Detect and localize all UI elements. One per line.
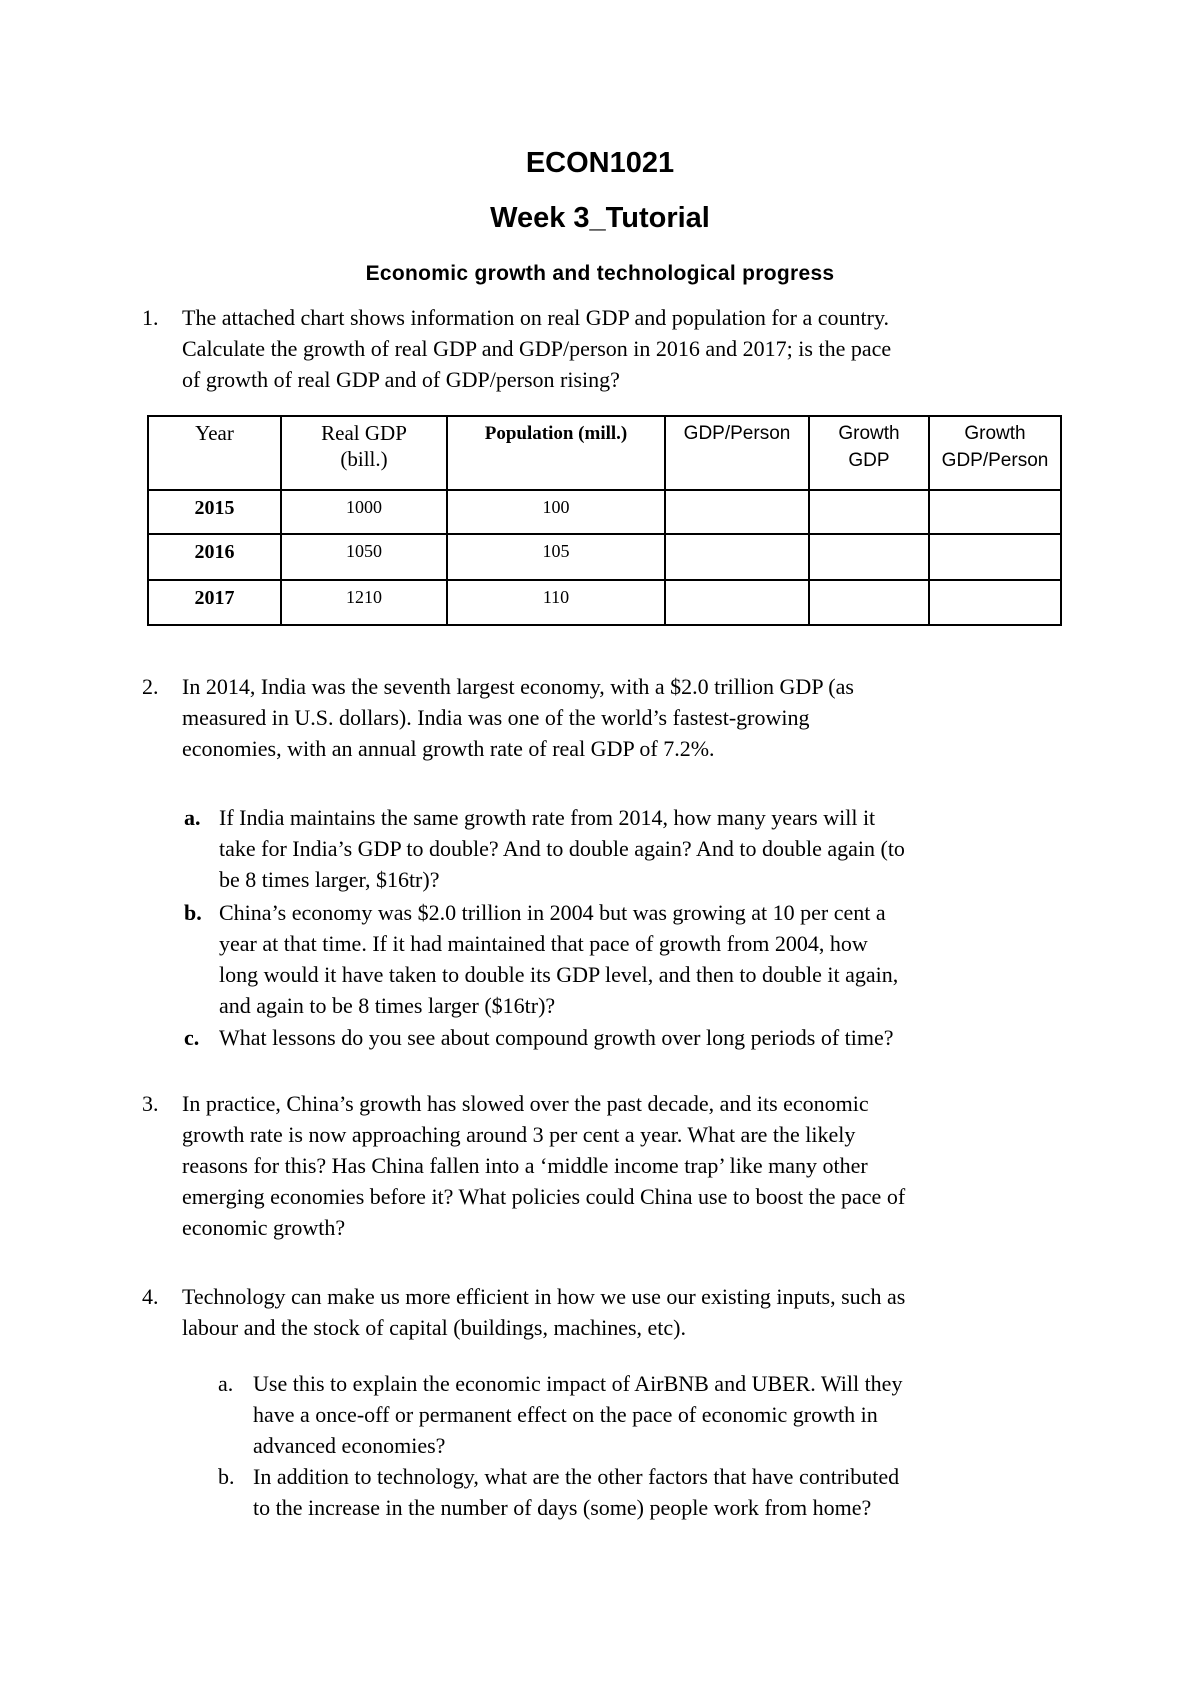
- question-text: [182, 1088, 905, 1243]
- part-label: b.: [218, 1464, 235, 1489]
- question-text: [182, 671, 854, 764]
- part-text: [219, 802, 905, 895]
- cell-gdp-person: [665, 580, 809, 625]
- question-4b: [218, 1461, 1098, 1525]
- part-label: a.: [184, 805, 201, 830]
- text-line: In addition to technology, what are the other factors that have contributed: [253, 1464, 900, 1489]
- part-text: [219, 1022, 894, 1053]
- question-number: 1.: [142, 305, 159, 330]
- text-line: Calculate the growth of real GDP and GDP/person in 2016 and 2017; is the pace: [182, 336, 892, 361]
- text-line: emerging economies before it? What policies could China use to boost the pace of: [182, 1184, 906, 1209]
- text-line: economies, with an annual growth rate of real GDP of 7.2%.: [182, 736, 715, 761]
- question-4a: [218, 1368, 1098, 1463]
- part-label: c.: [184, 1025, 200, 1050]
- question-2a: [184, 802, 1084, 897]
- part-text: [253, 1461, 899, 1523]
- text-line: Use this to explain the economic impact of AirBNB and UBER. Will they: [253, 1371, 903, 1396]
- part-text: [253, 1368, 902, 1461]
- cell-population: 100: [447, 490, 665, 534]
- question-2c: [184, 1022, 1084, 1054]
- cell-growth-gdp-person: [929, 534, 1061, 580]
- part-label: b.: [184, 900, 202, 925]
- text-line: year at that time. If it had maintained that pace of growth from 2004, how: [219, 931, 868, 956]
- text-line: measured in U.S. dollars). India was one of the world’s fastest-growing: [182, 705, 810, 730]
- text-line: In 2014, India was the seventh largest economy, with a $2.0 trillion GDP (as: [182, 674, 854, 699]
- cell-gdp-person: [665, 534, 809, 580]
- question-text: [182, 302, 891, 395]
- cell-year: 2015: [148, 490, 281, 534]
- table-header-row: [148, 416, 1061, 490]
- cell-real-gdp: 1000: [281, 490, 447, 534]
- page-subtitle: Economic growth and technological progress: [365, 262, 835, 285]
- question-3: [142, 1088, 1082, 1246]
- cell-real-gdp: 1210: [281, 580, 447, 625]
- table-row: [148, 580, 1061, 625]
- gdp-population-table: [147, 415, 1062, 626]
- question-number: 2.: [142, 674, 159, 699]
- header-real-gdp: Real GDP (bill.): [281, 416, 447, 490]
- text-line: and again to be 8 times larger ($16tr)?: [219, 993, 556, 1018]
- text-line: take for India’s GDP to double? And to double again? And to double again (to: [219, 836, 905, 861]
- question-2: [142, 671, 1082, 766]
- text-line: In practice, China’s growth has slowed over the past decade, and its economic: [182, 1091, 869, 1116]
- cell-year: 2016: [148, 534, 281, 580]
- cell-real-gdp: 1050: [281, 534, 447, 580]
- part-text: [219, 897, 898, 1021]
- text-line: long would it have taken to double its GDP level, and then to double it again,: [219, 962, 899, 987]
- text-line: advanced economies?: [253, 1433, 446, 1458]
- text-line: of growth of real GDP and of GDP/person rising?: [182, 367, 620, 392]
- question-number: 4.: [142, 1284, 159, 1309]
- cell-growth-gdp-person: [929, 580, 1061, 625]
- cell-year: 2017: [148, 580, 281, 625]
- question-2b: [184, 897, 1084, 1022]
- header-year: Year: [148, 416, 281, 490]
- question-number: 3.: [142, 1091, 159, 1116]
- cell-gdp-person: [665, 490, 809, 534]
- text-line: The attached chart shows information on real GDP and population for a country.: [182, 305, 890, 330]
- text-line: economic growth?: [182, 1215, 346, 1240]
- question-1: [142, 302, 1082, 397]
- text-line: have a once-off or permanent effect on the pace of economic growth in: [253, 1402, 878, 1427]
- text-line: growth rate is now approaching around 3 per cent a year. What are the likely: [182, 1122, 856, 1147]
- text-line: China’s economy was $2.0 trillion in 2004 but was growing at 10 per cent a: [219, 900, 886, 925]
- part-label: a.: [218, 1371, 234, 1396]
- header-population: Population (mill.): [447, 416, 665, 490]
- cell-growth-gdp: [809, 490, 929, 534]
- table-row: [148, 534, 1061, 580]
- cell-growth-gdp-person: [929, 490, 1061, 534]
- question-text: [182, 1281, 905, 1343]
- text-line: reasons for this? Has China fallen into a ‘middle income trap’ like many other: [182, 1153, 868, 1178]
- text-line: Technology can make us more efficient in how we use our existing inputs, such as: [182, 1284, 906, 1309]
- page-title: Week 3_Tutorial: [490, 202, 710, 234]
- text-line: If India maintains the same growth rate from 2014, how many years will it: [219, 805, 876, 830]
- cell-population: 105: [447, 534, 665, 580]
- cell-growth-gdp: [809, 580, 929, 625]
- text-line: be 8 times larger, $16tr)?: [219, 867, 440, 892]
- text-line: labour and the stock of capital (buildings, machines, etc).: [182, 1315, 687, 1340]
- header-growth-gdp-person: Growth GDP/Person: [929, 416, 1061, 490]
- text-line: What lessons do you see about compound growth over long periods of time?: [219, 1025, 894, 1050]
- course-code: ECON1021: [525, 147, 675, 179]
- cell-growth-gdp: [809, 534, 929, 580]
- text-line: to the increase in the number of days (some) people work from home?: [253, 1495, 872, 1520]
- cell-population: 110: [447, 580, 665, 625]
- header-gdp-person: GDP/Person: [665, 416, 809, 490]
- question-4: [142, 1281, 1082, 1345]
- header-growth-gdp: Growth GDP: [809, 416, 929, 490]
- table-row: [148, 490, 1061, 534]
